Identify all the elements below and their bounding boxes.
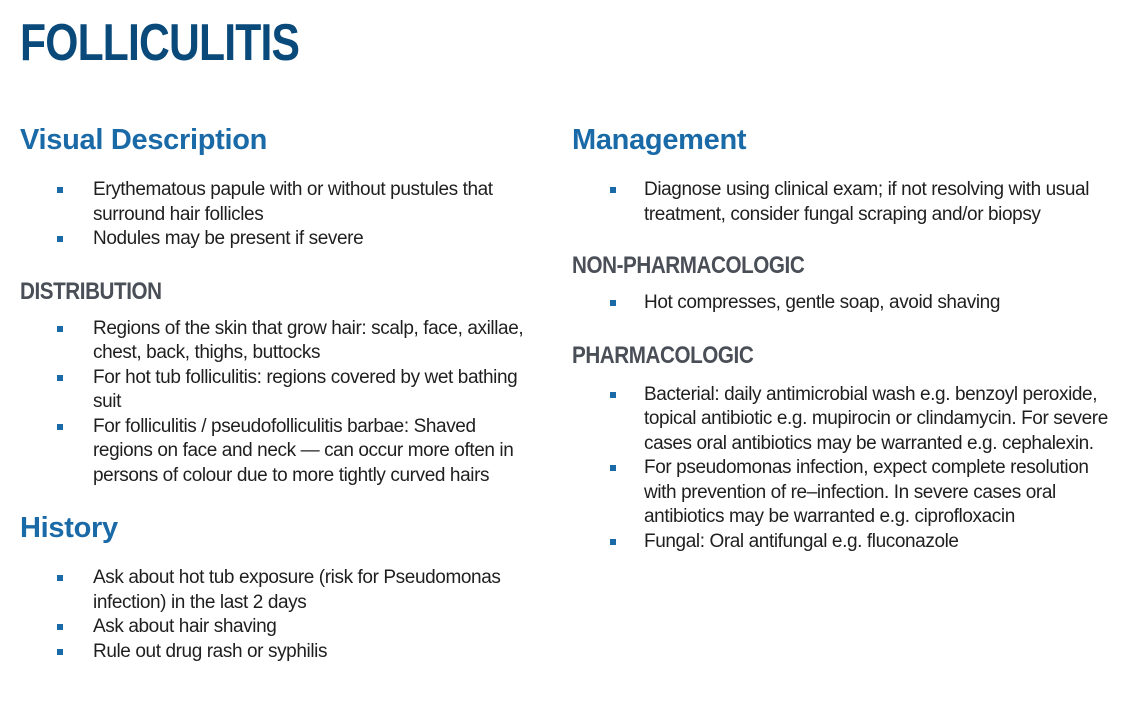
bullet-icon bbox=[57, 424, 63, 430]
bullet-icon bbox=[57, 236, 63, 242]
bullet-icon bbox=[57, 575, 63, 581]
list-item: Bacterial: daily antimicrobial wash e.g. benzoyl peroxide, topical antibiotic e.g. mupirocin or clindamycin. For severe cases oral antibiotics may be warranted e.g. cephalexin. bbox=[572, 383, 1112, 457]
list-item: Diagnose using clinical exam; if not resolving with usual treatment, consider fungal scraping and/or biopsy bbox=[572, 178, 1112, 227]
bullet-icon bbox=[57, 624, 63, 630]
list-item: Rule out drug rash or syphilis bbox=[20, 640, 540, 665]
history-heading: History bbox=[20, 512, 118, 544]
management-heading: Management bbox=[572, 124, 747, 156]
non-pharmacologic-list bbox=[572, 291, 1112, 316]
list-item: For hot tub folliculitis: regions covered by wet bathing suit bbox=[20, 366, 540, 415]
page-title: FOLLICULITIS bbox=[20, 14, 300, 72]
list-item: Fungal: Oral antifungal e.g. fluconazole bbox=[572, 530, 1112, 555]
list-item: Ask about hot tub exposure (risk for Pseudomonas infection) in the last 2 days bbox=[20, 566, 540, 615]
bullet-icon bbox=[57, 187, 63, 193]
list-item: Hot compresses, gentle soap, avoid shaving bbox=[572, 291, 1112, 316]
list-item: For folliculitis / pseudofolliculitis barbae: Shaved regions on face and neck — can occur more often in persons of colour due to more tightly curved hairs bbox=[20, 415, 540, 489]
bullet-icon bbox=[57, 326, 63, 332]
distribution-heading: DISTRIBUTION bbox=[20, 277, 162, 305]
visual-description-heading: Visual Description bbox=[20, 124, 268, 156]
list-item: Erythematous papule with or without pustules that surround hair follicles bbox=[20, 178, 540, 227]
bullet-icon bbox=[610, 465, 616, 471]
bullet-icon bbox=[610, 300, 616, 306]
management-list bbox=[572, 178, 1112, 227]
visual-description-list bbox=[20, 178, 540, 252]
non-pharmacologic-heading: NON-PHARMACOLOGIC bbox=[572, 252, 805, 279]
list-item: For pseudomonas infection, expect complete resolution with prevention of re–infection. In severe cases oral antibiotics may be warranted e.g. ciprofloxacin bbox=[572, 456, 1112, 530]
pharmacologic-heading: PHARMACOLOGIC bbox=[572, 341, 754, 369]
bullet-icon bbox=[57, 649, 63, 655]
list-item: Ask about hair shaving bbox=[20, 615, 540, 640]
history-list bbox=[20, 566, 540, 664]
list-item: Regions of the skin that grow hair: scalp, face, axillae, chest, back, thighs, buttocks bbox=[20, 317, 540, 366]
bullet-icon bbox=[610, 392, 616, 398]
bullet-icon bbox=[57, 375, 63, 381]
bullet-icon bbox=[610, 539, 616, 545]
left-column bbox=[20, 120, 540, 664]
list-item: Nodules may be present if severe bbox=[20, 227, 540, 252]
right-column bbox=[572, 120, 1112, 554]
distribution-list bbox=[20, 317, 540, 489]
pharmacologic-list bbox=[572, 383, 1112, 555]
bullet-icon bbox=[610, 187, 616, 193]
